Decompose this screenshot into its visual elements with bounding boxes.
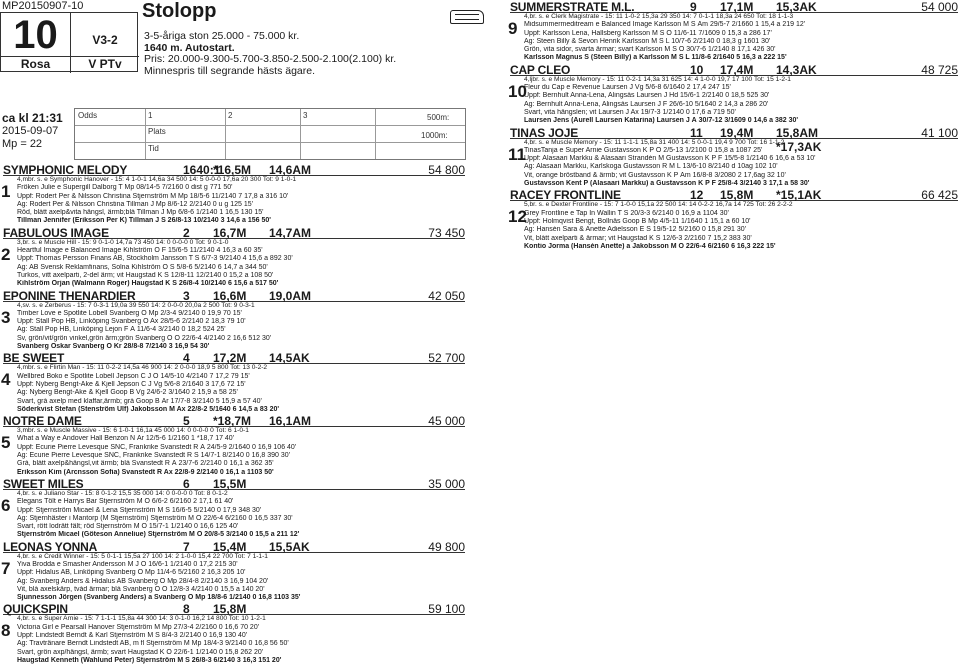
post-position: 12 — [690, 188, 704, 203]
prize-money: 49 800 — [428, 539, 465, 554]
horse-header — [510, 0, 958, 13]
horse-name: EPONINE THENARDIER — [3, 288, 136, 303]
horse-name: TINAS JOJE — [510, 125, 579, 140]
pedigree-stats-line: 4,sv. s. e Zerberus - 15: 7 0-3-1 19,0a 39 550 14: 2 0-0-0 20,0a 2 500 Tot: 9 0-3-1 — [17, 301, 255, 309]
race-conditions — [144, 31, 396, 77]
result-grid — [74, 108, 466, 160]
prize-money: 66 425 — [921, 188, 958, 203]
start-history-line: TinasTanja e Super Arnie Gustavsson K P Ö 2/5-13 1/2100 0 15,8 a 1087 25' — [524, 146, 763, 154]
driver-line: Stjernström Micael (Göteson Anneliue) Stjernström M Ö 20/8-5 3/2140 0 15,5 a 211 12' — [17, 531, 300, 539]
source-id: MP20150907-10 — [2, 0, 84, 12]
prize-money: 45 000 — [428, 414, 465, 429]
pedigree-stats-line: 4,mbr. s. e Flirtin Man - 15: 11 0-2-2 14,5a 46 900 14: 2 0-0-0 18,9 5 800 Tot: 13 0-2-2 — [17, 364, 268, 372]
horse-entry — [3, 540, 465, 603]
pedigree-stats-line: 4,br. s. e Juliano Star - 15: 8 0-1-2 15,5 35 000 14: 0 0-0-0 0 Tot: 8 0-1-2 — [17, 489, 228, 497]
pedigree-stats-line: 4,mbr. s. e Symphonic Hanover - 15: 4 1-0-1 14,6a 34 500 14: 5 0-0-0 17,6a 20 300 Tot: 9 1-0-1 — [17, 176, 297, 183]
post-position: 9 — [690, 0, 697, 14]
horse-name: RACEY FRONTLINE — [510, 188, 621, 203]
start-history-line: Äg: Stall Pop HB, Linköping Lejon F Å 11/6-4 3/2140 0 18,2 524 25' — [17, 326, 226, 334]
horse-header — [3, 226, 465, 239]
driver-line: Kihlström Örjan (Walmann Roger) Haugstad K S 26/8-4 10/2140 6 15,6 a 517 50' — [17, 280, 279, 288]
pedigree-stats-line: 4,br. s. e Muscle Memory - 15: 11 1-1-1 15,8a 31 400 14: 5 0-0-1 19,4 9 700 Tot: 16 1-1-2 — [524, 138, 785, 146]
autostart-record: 14,6AM — [269, 163, 312, 177]
post-position: 10 — [690, 62, 704, 77]
horse-name: SUMMERSTRATE M.L. — [510, 0, 635, 14]
driver-line: Kontio Jorma (Hansén Anette) a Jakobsson M Ö 22/6-4 6/2160 6 16,3 222 15' — [524, 242, 776, 250]
horse-name: SYMPHONIC MELODY — [3, 163, 128, 177]
horse-header — [3, 602, 465, 615]
record-time: *16,5M — [213, 163, 252, 177]
start-history-line: Äg: Bernhult Anna-Lena, Alingsås Laursen J F 26/6-10 5/1640 2 14,3 a 286 20' — [524, 100, 769, 108]
start-history-line: Svart, vita hängslen; vit Laursen J Ax 19/7-3 1/2140 0 17,6 a 719 50' — [524, 108, 736, 116]
autostart-record: 15,3AK — [776, 0, 817, 14]
horse-name: BE SWEET — [3, 351, 65, 366]
pedigree-stats-line: 3,mbr. s. e Muscle Massive - 15: 6 1-0-1 16,1a 45 000 14: 0 0-0-0 0 Tot: 6 1-0-1 — [17, 427, 249, 435]
driver-line: Svanberg Oskar Svanberg O Kr 28/8-8 7/2140 3 16,9 54 30' — [17, 343, 210, 351]
autostart-record: 16,1AM — [269, 414, 312, 429]
start-history-line: Uppf: Holmqvist Bengt, Bollnäs Goop B Mp 4/5-11 1/1640 1 15,1 a 60 10' — [524, 217, 751, 225]
pedigree-stats-line: 4,br. s. e Super Arnie - 15: 7 1-1-1 15,8a 44 300 14: 3 0-1-0 16,2 14 800 Tot: 10 1-2-1 — [17, 615, 266, 623]
start-history-line: Äg: Hansén Sara & Anette Adielsson E S 19/5-12 5/2160 0 15,8 291 30' — [524, 226, 746, 234]
horse-entry — [3, 414, 465, 477]
start-history-line: Grön, vita sidor, svarta ärmar; svart Karlsson M S Ö 30/7-6 1/2140 8 17,1 426 30' — [524, 46, 776, 54]
post-position: 11 — [690, 125, 703, 140]
autostart-record: *15,1AK — [776, 188, 822, 203]
record-time: 17,1M — [720, 0, 754, 14]
start-history-line: Äg: Travtränare Berndt Lindstedt AB, m fl Stjernström M Mp 18/4-3 9/2140 0 16,8 56 50' — [17, 640, 289, 648]
start-history-line: Timber Love e Spotlite Lobell Svanberg O Mp 2/3-4 9/2140 0 19,9 70 15' — [17, 309, 242, 317]
post-position: 3 — [183, 288, 190, 303]
autostart-record: 15,8AM *17,3AK — [776, 125, 822, 154]
start-number: 9 — [508, 19, 518, 38]
condition-line: 3-5-åriga ston 25.000 - 75.000 kr. — [144, 30, 300, 42]
start-history-line: Turkos, vitt axelparti, 2-del ärm; vit Haugstad K S 12/8-11 12/2140 0 15,2 a 108 50' — [17, 271, 274, 279]
driver-line: Eriksson Kim (Arcnsson Sofia) Svanstedt R Ax 22/8-9 2/2140 0 16,1 a 1103 50' — [17, 468, 274, 476]
start-time: ca kl 21:31 — [2, 111, 63, 125]
prize-money: 54 800 — [428, 163, 465, 177]
grid-col-2: 2 — [228, 111, 233, 120]
horse-name: FABULOUS IMAGE — [3, 225, 109, 240]
start-number: 7 — [1, 558, 11, 578]
pedigree-stats-line: 4,br. s. e Clerk Magistrate - 15: 11 1-0-2 15,3a 29 350 14: 7 0-1-1 18,3a 24 650 Tot: 18 1-1-3 — [524, 13, 794, 20]
horse-entry — [510, 63, 958, 126]
start-number: 10 — [508, 81, 527, 101]
start-history-line: Uppf: Lindstedt Berndt & Karl Stjernström M S 8/4-3 2/2140 0 16,9 130 40' — [17, 632, 248, 640]
prize-money: 54 000 — [921, 0, 958, 14]
record-time: 15,4M — [213, 539, 247, 554]
prize-money: 59 100 — [428, 602, 465, 617]
horse-header — [3, 289, 465, 302]
start-history-line: Fleur du Cap e Revenue Laursen J Vg 5/6-8 6/1640 2 17,4 247 15' — [524, 84, 731, 92]
start-history-line: Uppf: Rodert Per & Nilsson Christina Stjernström M Mp 18/5-6 11/2140 7 17,8 a 316 10' — [17, 192, 289, 200]
bet-type-vptv: V PTv — [88, 57, 122, 71]
start-number: 3 — [1, 307, 11, 327]
record-time: 16,6M — [213, 288, 247, 303]
horse-header — [3, 477, 465, 490]
post-position: 7 — [183, 539, 190, 554]
post-position: 1640:1 — [183, 163, 221, 177]
pedigree-stats-line: 3,br. s. e Muscle Hill - 15: 9 0-1-0 14,7a 73 450 14: 0 0-0-0 0 Tot: 9 0-1-0 — [17, 238, 229, 246]
record-time: 17,2M — [213, 351, 247, 366]
start-history-line: Vit, blå axelskärp, tvåd ärmar; blå Svanberg O Ö 12/8-3 4/2140 0 15,5 a 140 20' — [17, 585, 265, 593]
start-history-line: Victoria Girl e Pearsall Hanover Stjernström M Mp 27/3-4 2/2160 0 16,6 70 20' — [17, 623, 260, 631]
horse-name: LEONAS YONNA — [3, 539, 98, 554]
record-time: 16,7M — [213, 225, 247, 240]
start-history-line: What a Way e Andover Hall Benzon N Är 12/5-6 1/2160 1 *18,7 17 40' — [17, 435, 235, 443]
start-history-line: Äg: AB Svensk Reklamfinans, Solna Kihlström Ö S 5/8-6 5/2140 6 14,7 a 344 50' — [17, 263, 268, 271]
condition-line: 1640 m. Autostart. — [144, 41, 235, 54]
race-header-box — [0, 12, 138, 72]
grid-col-1: 1 — [148, 111, 153, 120]
start-number: 12 — [508, 207, 527, 227]
post-position: 4 — [183, 351, 190, 366]
start-history-line: Wellbred Boko e Spotlite Lobell Jepson C J Ö 14/5-10 4/2140 7 17,2 79 15' — [17, 372, 250, 380]
right-column — [510, 0, 958, 251]
horse-entry — [3, 351, 465, 414]
prize-money: 52 700 — [428, 351, 465, 366]
prize-money: 48 725 — [921, 62, 958, 77]
record-time: 15,8M — [213, 602, 247, 617]
driver-line: Karlsson Magnus S (Steen Billy) a Karlsson M S L 11/8-6 2/1640 5 16,3 a 222 15' — [524, 54, 787, 62]
autostart-record: 15,5AK — [269, 539, 310, 554]
driver-line: Tillman Jennifer (Eriksson Per K) Tillman J S 26/8-13 10/2140 3 14,6 a 156 50' — [17, 217, 271, 225]
start-number: 5 — [1, 433, 11, 453]
start-history-line: Elegans Tölt e Harrys Bar Stjernström M Ö 6/6-2 6/2160 2 17,1 61 40' — [17, 498, 234, 506]
record-time: 15,5M — [213, 476, 247, 491]
start-history-line: Vit, blått axelparti & ärmar; vit Haugstad K S 12/6-3 2/2160 7 15,2 383 30' — [524, 234, 752, 242]
post-position: 6 — [183, 476, 190, 491]
grid-plats-label: Plats — [148, 127, 166, 136]
start-history-line: Sv, grön/vit/grön vinkel,grön ärm;grön Svanberg O Ö 22/6-4 4/2140 2 16,6 512 30' — [17, 334, 272, 342]
grid-col-3: 3 — [303, 111, 308, 120]
driver-line: Sjunnesson Jörgen (Svanberg Anders) a Svanberg O Mp 18/8-6 1/2140 0 16,8 1103 35' — [17, 594, 301, 602]
driver-line: Gustavsson Kent P (Alasaari Markku) a Gustavsson K P F 25/8-4 3/2140 3 17,1 a 58 30' — [524, 180, 810, 188]
horse-header — [510, 188, 958, 201]
driver-line: Söderkvist Stefan (Stenström Ulf) Jakobsson M Ax 22/8-2 5/1640 6 14,5 a 83 20' — [17, 405, 280, 413]
driver-line: Laursen Jens (Aurell Laursen Katarina) Laursen J Å 30/7-12 3/1609 0 14,6 a 382 30' — [524, 117, 799, 125]
start-history-line: Äg: Rodert Per & Nilsson Christina Tillman J Mp 8/6-12 2/2140 0 u g 125 15' — [17, 200, 253, 208]
autostart-record: 19,0AM — [269, 288, 312, 303]
horse-name: NOTRE DAME — [3, 414, 82, 429]
start-history-line: Vit, orange bröstband & ärmb; vit Gustavsson K P Åm 16/8-8 3/2080 2 17,6ag 32 10' — [524, 171, 786, 179]
post-position: 8 — [183, 602, 190, 617]
start-number: 2 — [1, 244, 11, 264]
horse-header — [3, 351, 465, 364]
start-history-line: Uppf: Stall Pop HB, Linköping Svanberg O Ax 28/5-6 2/2140 2 18,3 79 10' — [17, 318, 246, 326]
grid-500m-label: 500m: — [427, 113, 450, 122]
start-history-line: Uppf: Ecurie Pierre Levesque SNC, Frankrike Svanstedt R Å 24/5-9 2/1640 0 16,9 106 40' — [17, 443, 297, 451]
start-history-line: Heartful Image e Balanced Image Kihlström Ö F 15/6-5 11/2140 4 16,3 a 60 35' — [17, 247, 263, 255]
race-name: Rosa — [1, 57, 71, 73]
pedigree-stats-line: 4,br. s. e Credit Winner - 15: 5 0-1-1 15,5a 27 100 14: 2 1-0-0 15,4 22 700 Tot: 7 1-1-1 — [17, 552, 268, 560]
start-number: 6 — [1, 495, 11, 515]
horse-entry — [3, 226, 465, 289]
record-time: 17,4M — [720, 62, 754, 77]
start-history-line: Äg: Ecurie Pierre Levesque SNC, Frankrike Svanstedt R S 14/7-1 8/2140 0 16,8 390 30' — [17, 452, 290, 460]
start-history-line: Uppf: Stjernström Micael & Lena Stjernström M S 16/6-5 5/2140 0 17,9 348 30' — [17, 506, 262, 514]
start-history-line: Äg: Nyberg Bengt-Åke & Kjell Goop B Vg 24/6-2 3/1640 2 15,9 a 58 25' — [17, 389, 238, 397]
prize-money: 35 000 — [428, 476, 465, 491]
start-history-line: Uppf: Alasaari Markku & Alasaari Strandén M Gustavsson K P F 15/5-8 1/2140 6 16,6 a 53 10' — [524, 155, 816, 163]
race-title: Stolopp — [142, 0, 217, 22]
record-time: 19,4M — [720, 125, 754, 140]
start-number: 4 — [1, 370, 11, 390]
horse-entry — [3, 289, 465, 352]
driver-line: Haugstad Kenneth (Wahlund Peter) Stjernström M S 26/8-3 6/2140 3 16,3 151 20' — [17, 656, 282, 664]
horse-entry — [510, 188, 958, 251]
grid-odds-label: Odds — [78, 111, 98, 120]
start-history-line: Svart, grå axelp med klaffar,ärmb; grå Goop B Är 17/7-8 3/2140 5 15,9 a 57 40' — [17, 397, 262, 405]
start-history-line: Äg: Alasaari Markku, Karlskoga Gustavsson R M L 13/6-10 8/2140 d 10ag 102 10' — [524, 163, 778, 171]
horse-header — [3, 163, 465, 176]
start-history-line: Uppf: Karlsson Lena, Hallsberg Karlsson M S Ö 11/6-11 7/1609 0 15,3 a 286 17' — [524, 29, 772, 37]
start-history-line: Uppf: Nyberg Bengt-Åke & Kjell Jepson C J Vg 5/6-8 2/1640 3 17,6 72 15' — [17, 380, 246, 388]
start-history-line: Uppf: Hidalus AB, Linköping Svanberg O Mp 11/4-6 5/2160 2 16,3 205 10' — [17, 569, 246, 577]
start-history-line: Yiva Brodda e Smasher Andersson M J Ö 16/6-1 1/2140 0 17,2 215 30' — [17, 560, 238, 568]
horse-name: CAP CLEO — [510, 62, 571, 77]
condition-line: Minnespris till segrande hästs ägare. — [144, 64, 316, 77]
horse-header — [510, 63, 958, 76]
race-date: 2015-09-07 — [2, 125, 59, 137]
grid-1000m-label: 1000m: — [421, 131, 448, 140]
start-history-line: Svart, rött lodrätt fält; röd Stjernström M Ö 15/7-1 1/2140 0 16,6 125 40' — [17, 523, 239, 531]
horse-entry — [3, 602, 465, 665]
start-info — [0, 112, 70, 158]
start-history-line: Äg: Steen Billy & Sevon Henrik Karlsson M S L 10/7-6 2/2140 0 18,3 g 1601 30' — [524, 37, 771, 45]
autostart-record: 14,5AK — [269, 351, 310, 366]
autostart-car-icon — [450, 10, 484, 24]
record-time: *18,7M — [213, 414, 252, 429]
horse-entry — [3, 477, 465, 540]
start-number: 1 — [1, 182, 11, 201]
start-history-line: Fröken Julie e Supergill Dalborg T Mp 08/14-5 7/2160 0 dist g 771 50' — [17, 184, 233, 192]
start-history-line: Grå, blått axelp&hängsl,vit ärmb; blå Svanstedt R Å 23/7-6 2/2140 0 16,1 a 362 35' — [17, 460, 274, 468]
start-history-line: Uppf: Bernhult Anna-Lena, Alingsås Laursen J Hd 15/6-1 2/2140 0 18,5 525 30' — [524, 92, 770, 100]
start-history-line: Svart, grön axp/hängsl, ärmb; svart Haugstad K Ö 22/6-1 1/2140 0 15,8 262 20' — [17, 648, 264, 656]
prize-money: 73 450 — [428, 225, 465, 240]
prize-money: 42 050 — [428, 288, 465, 303]
start-history-line: Uppf: Thomas Persson Finans AB, Stockholm Jansson T S 6/7-3 9/2140 4 15,6 a 892 30' — [17, 255, 293, 263]
record-time: 15,8M — [720, 188, 754, 203]
start-number: 8 — [1, 621, 11, 641]
horse-entry — [510, 126, 958, 189]
grid-tid-label: Tid — [148, 144, 159, 153]
horse-header — [3, 540, 465, 553]
post-position: 5 — [183, 414, 190, 429]
track-mp: Mp = 22 — [2, 138, 43, 150]
left-column — [3, 163, 465, 665]
horse-name: QUICKSPIN — [3, 602, 68, 617]
prize-money: 41 100 — [921, 125, 958, 140]
start-number: 11 — [508, 144, 526, 164]
start-history-line: Midsummermeditream e Balanced Image Karlsson M S Åm 29/5-7 2/1660 1 15,4 a 219 12' — [524, 21, 806, 29]
horse-entry — [510, 0, 958, 63]
post-position: 2 — [183, 225, 190, 240]
race-number: 10 — [1, 13, 71, 57]
start-history-line: Grey Frontline e Tap In Wallin T S 20/3-3 6/2140 0 16,9 a 1104 30' — [524, 209, 729, 217]
autostart-record: 14,3AK — [776, 62, 817, 77]
horse-header — [3, 414, 465, 427]
start-history-line: Röd, blått axelp&vita hängsl, ärmb;blå Tillman J Mp 6/8-6 1/2140 1 16,5 130 15' — [17, 209, 264, 217]
bet-type-v3: V3-2 — [71, 13, 139, 57]
horse-entry — [3, 163, 465, 226]
horse-name: SWEET MILES — [3, 476, 84, 491]
pedigree-stats-line: 4,ljbr. s. e Muscle Memory - 15: 11 0-2-1 14,3a 31 625 14: 4 1-0-0 19,7 17 100 Tot: 15 1-2-1 — [524, 75, 791, 83]
pedigree-stats-line: 5,br. s. e Dexter Frontline - 15: 7 1-0-0 15,1a 22 500 14: 14 0-2-2 16,7a 14 725 Tot: 26 2-2-2 — [524, 201, 793, 209]
autostart-record: 14,7AM — [269, 225, 312, 240]
start-history-line: Äg: Svanberg Anders & Hidalus AB Svanberg O Mp 28/4-8 2/2140 3 16,9 104 20' — [17, 577, 269, 585]
start-history-line: Äg: Stjernhäster i Mantorp (M Stjernström) Stjernström M Ö 22/6-4 6/2160 0 16,5 337 30' — [17, 514, 293, 522]
condition-line: Pris: 20.000-9.300-5.700-3.850-2.500-2.100(2.100) kr. — [144, 53, 397, 65]
